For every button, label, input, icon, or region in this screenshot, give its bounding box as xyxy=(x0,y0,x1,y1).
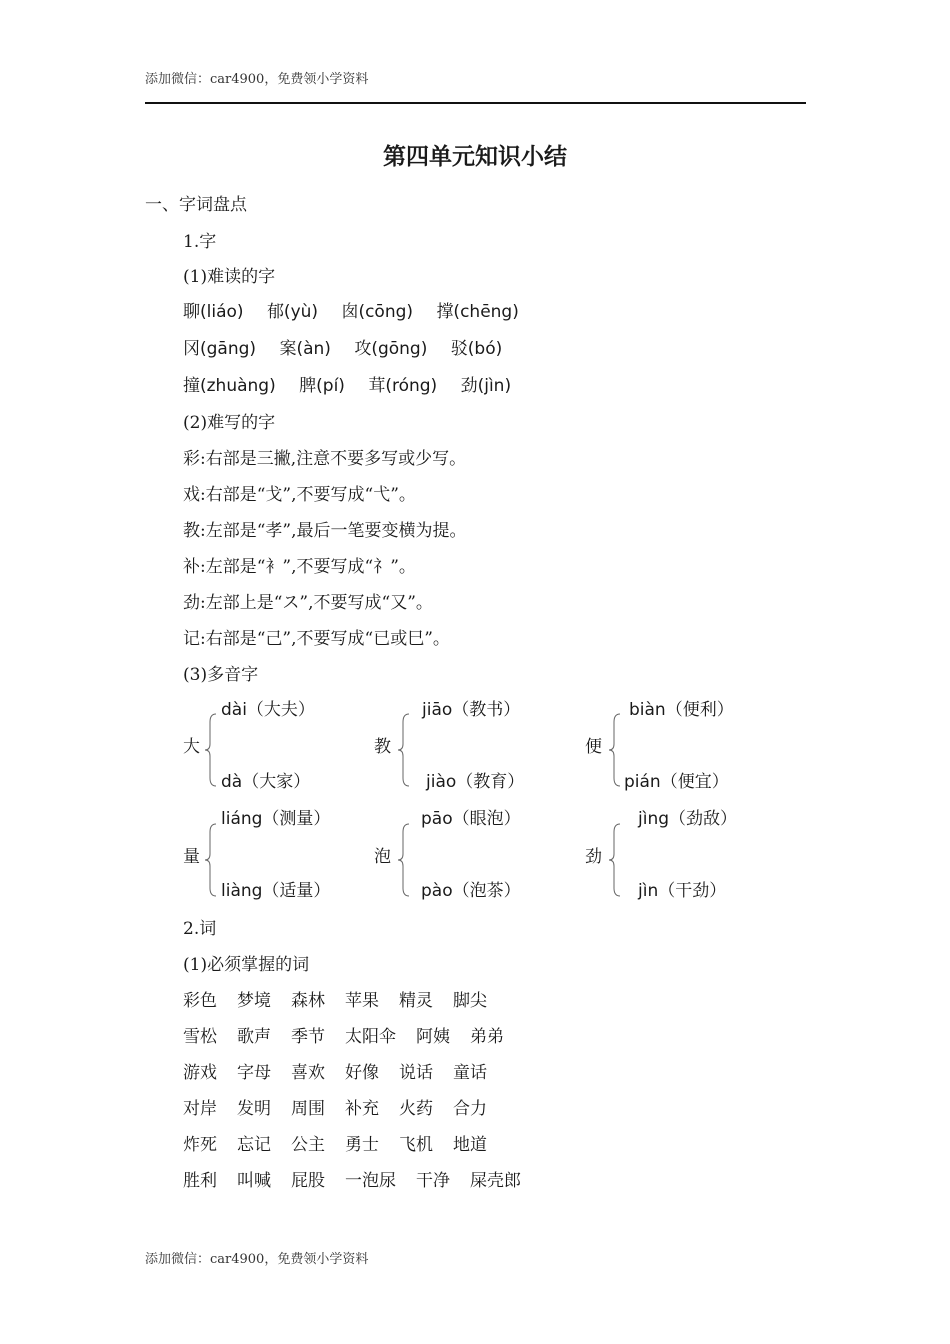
word-item: 梦境 xyxy=(237,991,271,1011)
word-item: 屎壳郎 xyxy=(470,1171,521,1191)
word-item: 地道 xyxy=(453,1135,487,1155)
word-item: 对岸 xyxy=(183,1099,217,1119)
word-item: 字母 xyxy=(237,1063,271,1083)
word-row xyxy=(183,1130,507,1155)
polyphone-reading: biàn（便利） xyxy=(629,700,734,720)
hard-read-item: 撑(chēng) xyxy=(436,302,519,322)
word-item: 游戏 xyxy=(183,1063,217,1083)
word-item: 精灵 xyxy=(399,991,433,1011)
word-item: 阿姨 xyxy=(416,1027,450,1047)
word-item: 一泡尿 xyxy=(345,1171,396,1191)
brace-icon xyxy=(203,712,217,788)
word-item: 周围 xyxy=(291,1099,325,1119)
word-item: 胜利 xyxy=(183,1171,217,1191)
word-row xyxy=(183,986,507,1011)
hard-read-item: 郁(yù) xyxy=(266,302,319,322)
hard-write-line: 记:右部是“己”,不要写成“已或巳”。 xyxy=(183,629,450,649)
hard-read-item: 脾(pí) xyxy=(299,376,345,396)
polyphone-char: 教 xyxy=(374,737,391,757)
word-item: 炸死 xyxy=(183,1135,217,1155)
word-item: 补充 xyxy=(345,1099,379,1119)
word-item: 叫喊 xyxy=(237,1171,271,1191)
word-item: 季节 xyxy=(291,1027,325,1047)
hard-read-row xyxy=(183,297,519,322)
hard-read-label: (1)难读的字 xyxy=(183,267,276,287)
hard-write-label: (2)难写的字 xyxy=(183,413,276,433)
brace-icon xyxy=(396,822,410,898)
polyphone-reading: pāo（眼泡） xyxy=(421,809,521,829)
polyphone-char: 劲 xyxy=(585,847,602,867)
word-item: 苹果 xyxy=(345,991,379,1011)
polyphone-char: 量 xyxy=(183,847,200,867)
hard-write-line: 戏:右部是“戈”,不要写成“弋”。 xyxy=(183,485,416,505)
hard-read-item: 聊(liáo) xyxy=(183,302,244,322)
polyphone-reading: pián（便宜） xyxy=(624,772,729,792)
polyphone-char: 大 xyxy=(183,737,200,757)
word-item: 雪松 xyxy=(183,1027,217,1047)
word-item: 歌声 xyxy=(237,1027,271,1047)
hard-read-item: 攻(gōng) xyxy=(354,339,428,359)
hard-read-row xyxy=(183,371,511,396)
subsection-chars: 1.字 xyxy=(183,232,217,252)
hard-write-line: 补:左部是“衤”,不要写成“礻”。 xyxy=(183,557,416,577)
hard-read-item: 驳(bó) xyxy=(450,339,503,359)
section-heading: 一、字词盘点 xyxy=(145,195,247,215)
brace-icon xyxy=(396,712,410,788)
polyphone-reading: liáng（测量） xyxy=(221,809,331,829)
word-item: 太阳伞 xyxy=(345,1027,396,1047)
word-item: 森林 xyxy=(291,991,325,1011)
polyphone-reading: pào（泡茶） xyxy=(421,881,521,901)
word-item: 勇士 xyxy=(345,1135,379,1155)
polyphone-reading: jiào（教育） xyxy=(426,772,525,792)
header-rule xyxy=(145,102,806,104)
word-row xyxy=(183,1022,524,1047)
brace-icon xyxy=(607,822,621,898)
word-row xyxy=(183,1166,541,1191)
hard-read-item: 案(àn) xyxy=(279,339,331,359)
subsection-words: 2.词 xyxy=(183,919,217,939)
polyphone-reading: jiāo（教书） xyxy=(422,700,521,720)
hard-write-line: 劲:左部上是“ス”,不要写成“又”。 xyxy=(183,593,433,613)
hard-read-row xyxy=(183,334,502,359)
word-item: 公主 xyxy=(291,1135,325,1155)
brace-icon xyxy=(607,712,621,788)
word-item: 脚尖 xyxy=(453,991,487,1011)
footer-note: 添加微信：car4900，免费领小学资料 xyxy=(145,1252,369,1267)
word-row xyxy=(183,1058,507,1083)
word-item: 发明 xyxy=(237,1099,271,1119)
polyphone-reading: dà（大家） xyxy=(221,772,311,792)
header-note: 添加微信：car4900，免费领小学资料 xyxy=(145,72,369,87)
polyphone-label: (3)多音字 xyxy=(183,665,259,685)
word-item: 屁股 xyxy=(291,1171,325,1191)
polyphone-char: 泡 xyxy=(374,847,391,867)
must-words-label: (1)必须掌握的词 xyxy=(183,955,310,975)
hard-read-item: 劲(jìn) xyxy=(460,376,512,396)
word-row xyxy=(183,1094,507,1119)
hard-write-line: 教:左部是“孝”,最后一笔要变横为提。 xyxy=(183,521,467,541)
polyphone-reading: jìn（干劲） xyxy=(638,881,727,901)
hard-write-line: 彩:右部是三撇,注意不要多写或少写。 xyxy=(183,449,467,469)
word-item: 喜欢 xyxy=(291,1063,325,1083)
polyphone-reading: liàng（适量） xyxy=(221,881,331,901)
word-item: 弟弟 xyxy=(470,1027,504,1047)
hard-read-item: 茸(róng) xyxy=(368,376,438,396)
word-item: 彩色 xyxy=(183,991,217,1011)
hard-read-item: 撞(zhuàng) xyxy=(183,376,276,396)
polyphone-reading: jìng（劲敌） xyxy=(638,809,738,829)
brace-icon xyxy=(203,822,217,898)
word-item: 忘记 xyxy=(237,1135,271,1155)
word-item: 说话 xyxy=(399,1063,433,1083)
word-item: 好像 xyxy=(345,1063,379,1083)
hard-read-item: 冈(gāng) xyxy=(183,339,257,359)
polyphone-reading: dài（大夫） xyxy=(221,700,315,720)
word-item: 火药 xyxy=(399,1099,433,1119)
word-item: 合力 xyxy=(453,1099,487,1119)
word-item: 童话 xyxy=(453,1063,487,1083)
word-item: 干净 xyxy=(416,1171,450,1191)
hard-read-item: 囱(cōng) xyxy=(341,302,414,322)
word-item: 飞机 xyxy=(399,1135,433,1155)
polyphone-char: 便 xyxy=(585,737,602,757)
page-title: 第四单元知识小结 xyxy=(383,144,567,170)
